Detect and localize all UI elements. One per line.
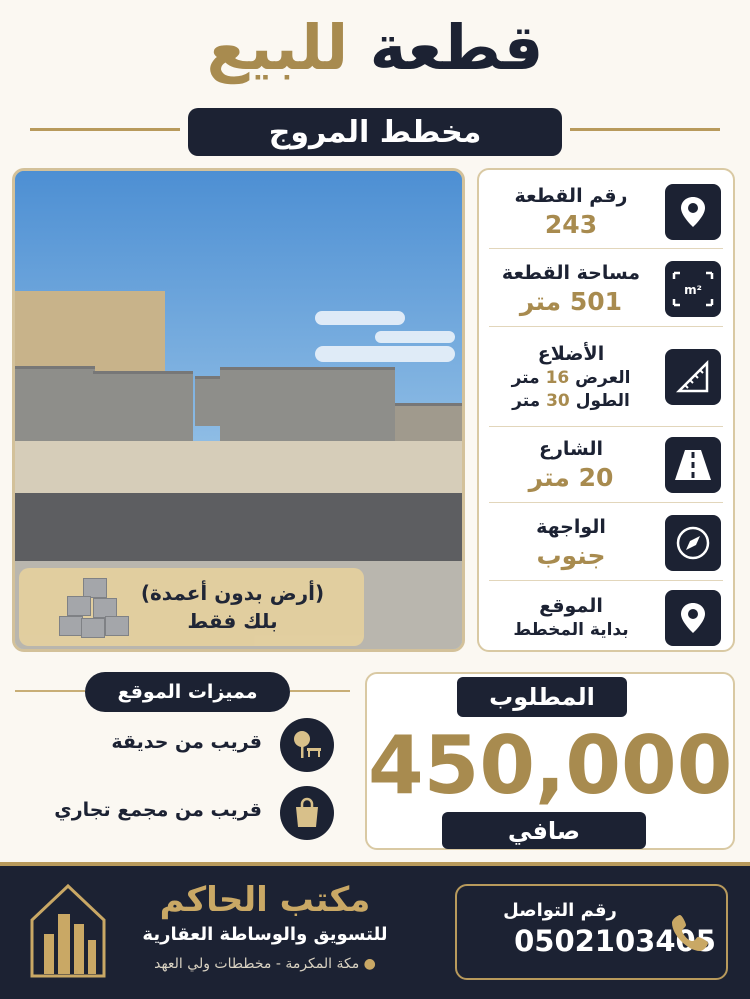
divider-right: [570, 128, 720, 131]
facade-label: الواجهة: [536, 516, 606, 538]
office-name: مكتب الحاكم: [159, 880, 371, 920]
price-value: 450,000: [368, 719, 733, 812]
office-logo: [28, 880, 108, 980]
plot-details-panel: [477, 168, 735, 652]
page-title: [0, 8, 750, 88]
price-net-label: صافي: [442, 812, 646, 849]
concrete-blocks-icon: [59, 576, 131, 638]
facade-row: [479, 508, 733, 578]
road-icon: [665, 437, 721, 493]
subtitle-badge: مخطط المروج: [188, 108, 562, 156]
facade-value: جنوب: [536, 541, 606, 570]
phone-number[interactable]: 0502103405: [514, 924, 716, 958]
land-photo: [12, 168, 465, 652]
feature-item: [16, 786, 334, 842]
width-line: العرض 16 متر: [511, 367, 631, 388]
caption-line2: بلك فقط: [187, 609, 278, 633]
street-label: الشارع: [538, 438, 604, 460]
plot-number-row: [479, 180, 733, 244]
office-subtitle: للتسويق والوساطة العقارية: [142, 924, 388, 945]
feature-text: قريب من حديقة: [111, 731, 262, 753]
svg-text:m²: m²: [684, 283, 702, 297]
street-value: 20 متر: [528, 463, 614, 492]
location-row: [479, 586, 733, 650]
location-value: بداية المخطط: [513, 620, 629, 640]
divider-left: [30, 128, 180, 131]
title-part2: للبيع: [206, 11, 349, 84]
caption-line1: (أرض بدون أعمدة): [140, 581, 325, 605]
park-icon: [280, 718, 334, 772]
length-value: 30: [546, 390, 570, 411]
area-value: 501 متر: [519, 287, 623, 316]
feature-item: [16, 718, 334, 774]
location-pin-icon: [665, 184, 721, 240]
title-part1: قطعة: [369, 11, 544, 84]
phone-icon: [662, 905, 718, 961]
sides-row: [479, 332, 733, 422]
plot-number-value: 243: [544, 210, 598, 239]
photo-caption: [19, 568, 364, 646]
office-address: [120, 956, 410, 972]
compass-icon: [665, 515, 721, 571]
office-address-text: مكة المكرمة - مخططات ولي العهد: [154, 956, 360, 972]
price-label: المطلوب: [457, 677, 627, 717]
street-row: [479, 432, 733, 498]
shopping-bag-icon: [280, 786, 334, 840]
location-label: الموقع: [539, 595, 603, 617]
address-pin-icon: ●: [363, 956, 376, 972]
location-pin-icon: [665, 590, 721, 646]
width-value: 16: [545, 367, 570, 388]
area-row: [479, 254, 733, 324]
length-line: الطول 30 متر: [512, 390, 630, 411]
plot-number-label: رقم القطعة: [514, 185, 628, 207]
sides-label: الأضلاع: [537, 342, 605, 365]
area-m2-icon: [665, 261, 721, 317]
feature-text: قريب من مجمع تجاري: [54, 799, 262, 821]
features-title: مميزات الموقع: [85, 672, 290, 712]
area-label: مساحة القطعة: [501, 262, 641, 284]
ruler-icon: [665, 349, 721, 405]
contact-label: رقم التواصل: [503, 900, 617, 921]
